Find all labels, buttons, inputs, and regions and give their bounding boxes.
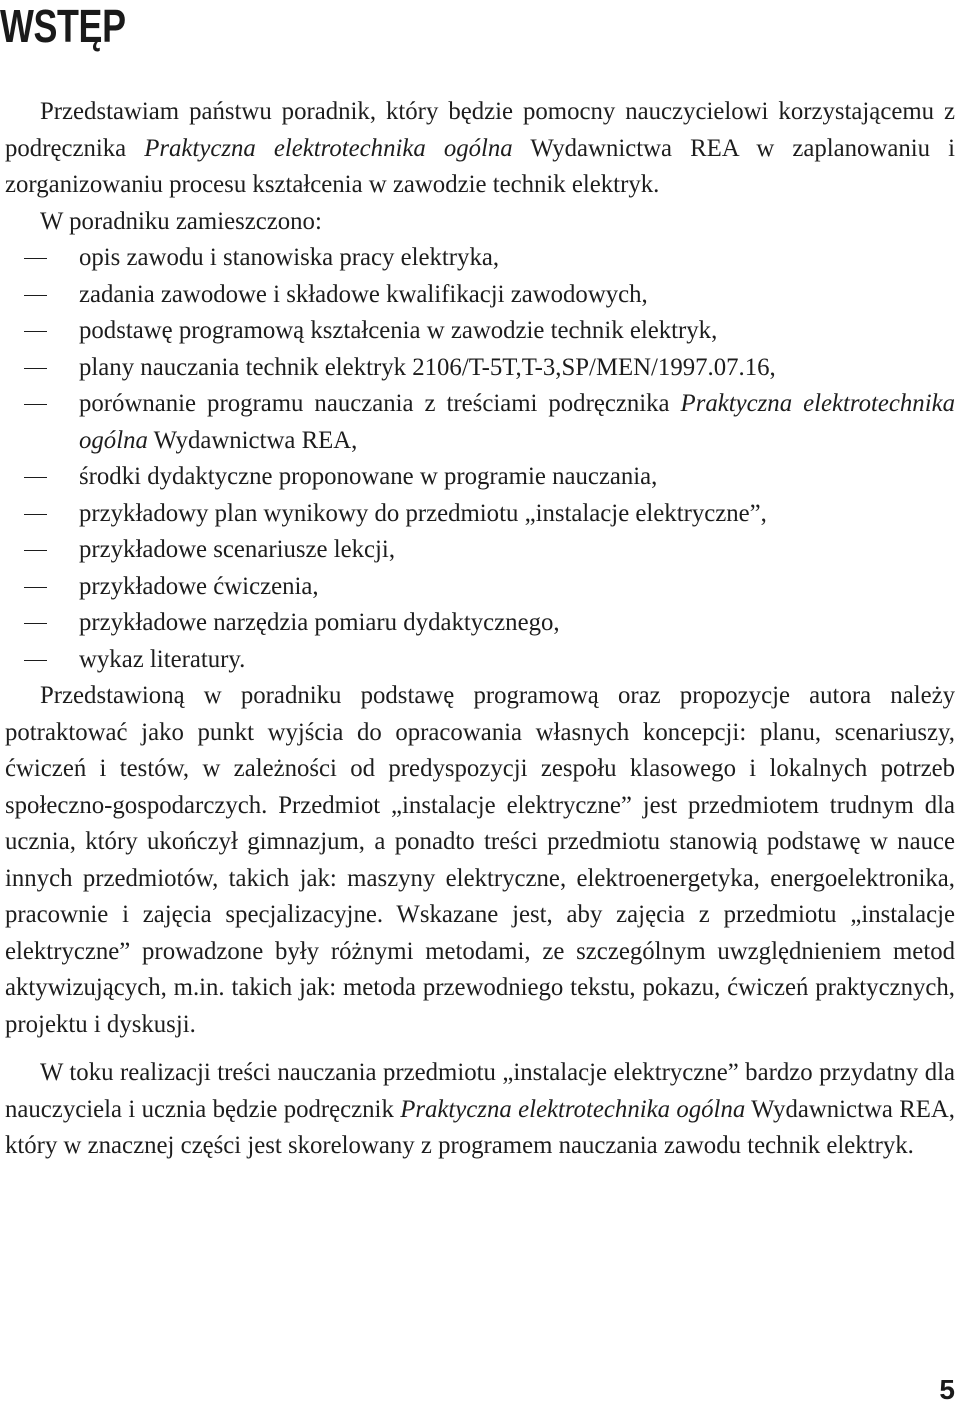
book-title-italic: Praktyczna elektrotechnika ogólna <box>400 1095 746 1123</box>
intro-text-end: Wydawnictwa REA w zaplanowaniu i zorganizowaniu procesu kształcenia w zawodzie technik elektryk. <box>5 134 955 198</box>
dash-bullet <box>24 258 47 259</box>
paragraph-text-start: W toku realizacji treści nauczania przedmiotu „instalacje elektryczne” bardzo przydatny dla nauczyciela i ucznia będzie podręcznik <box>5 1059 955 1123</box>
dash-bullet <box>24 404 47 405</box>
list-item <box>5 569 955 606</box>
list-item <box>5 386 955 459</box>
list-item-text: podstawę programową kształcenia w zawodzie technik elektryk, <box>79 317 718 344</box>
dash-bullet <box>24 550 47 551</box>
list-item <box>5 277 955 314</box>
book-title-italic: Praktyczna elektrotechnika ogólna <box>79 390 955 454</box>
dash-bullet <box>24 623 47 624</box>
dash-bullet <box>24 660 47 661</box>
list-item-text-end: Wydawnictwa REA, <box>147 426 358 454</box>
list-item <box>5 532 955 569</box>
page-title: WSTĘP <box>0 0 126 52</box>
list-item-text: zadania zawodowe i składowe kwalifikacji zawodowych, <box>79 280 648 308</box>
list-item-text: plany nauczania technik elektryk 2106/T-5T,T-3,SP/MEN/1997.07.16, <box>79 353 776 381</box>
list-item-text: przykładowe narzędzia pomiaru dydaktycznego, <box>79 609 560 636</box>
paragraph-text-end: Wydawnictwa REA, który w znacznej części jest skorelowany z programem nauczania zawodu technik elektryk. <box>5 1095 956 1159</box>
list-item <box>5 459 955 496</box>
body-paragraph-2 <box>5 1055 955 1165</box>
dash-bullet <box>24 331 47 332</box>
list-item <box>5 350 955 387</box>
page-number: 5 <box>939 1374 955 1405</box>
intro-paragraph <box>5 94 955 204</box>
list-lead: W poradniku zamieszczono: <box>40 207 322 235</box>
dash-bullet <box>24 514 47 515</box>
list-item-text-start: porównanie programu nauczania z treściami podręcznika <box>79 390 681 417</box>
dash-bullet <box>24 368 47 369</box>
dash-bullet <box>24 477 47 478</box>
intro-text-start: Przedstawiam państwu poradnik, który będzie pomocny nauczycielowi korzystającemu z podręcznika <box>5 98 955 162</box>
list-item-text: opis zawodu i stanowiska pracy elektryka, <box>79 244 500 271</box>
dash-bullet <box>24 295 47 296</box>
list-item-text: wykaz literatury. <box>79 645 246 673</box>
list-item-text: przykładowe ćwiczenia, <box>79 572 319 600</box>
contents-list <box>5 240 955 678</box>
list-item-text: środki dydaktyczne proponowane w programie nauczania, <box>79 463 658 490</box>
page-content <box>5 94 955 1165</box>
list-item <box>5 605 955 642</box>
list-item-text: przykładowy plan wynikowy do przedmiotu „instalacje elektryczne”, <box>79 499 767 527</box>
list-item <box>5 240 955 277</box>
list-item <box>5 313 955 350</box>
list-item <box>5 496 955 533</box>
book-title-italic: Praktyczna elektrotechnika ogólna <box>144 134 513 162</box>
dash-bullet <box>24 587 47 588</box>
body-paragraph-1: Przedstawioną w poradniku podstawę programową oraz propozycje autora należy potraktować jako punkt wyjścia do opracowania własnych koncepcji: planu, scenariuszy, ćwiczeń i testów, w zależności od predyspozycji zespołu klasowego i lokalnych potrzeb społeczno-gospodarczych. Przedmiot „instalacje elektryczne” jest przedmiotem trudnym dla ucznia, który ukończył gimnazjum, a ponadto treści przedmiotu stanowią podstawę w nauce innych przedmiotów, takich jak: maszyny elektryczne, elektroenergetyka, energoelektronika, pracownie i zajęcia specjalizacyjne. Wskazane jest, aby zajęcia z przedmiotu „instalacje elektryczne” prowadzone były różnymi metodami, ze szczególnym uwzględnieniem metod aktywizujących, m.in. takich jak: metoda przewodniego tekstu, pokazu, ćwiczeń praktycznych, projektu i dyskusji. <box>5 682 955 1038</box>
list-item-text: przykładowe scenariusze lekcji, <box>79 536 396 563</box>
list-item <box>5 642 955 679</box>
